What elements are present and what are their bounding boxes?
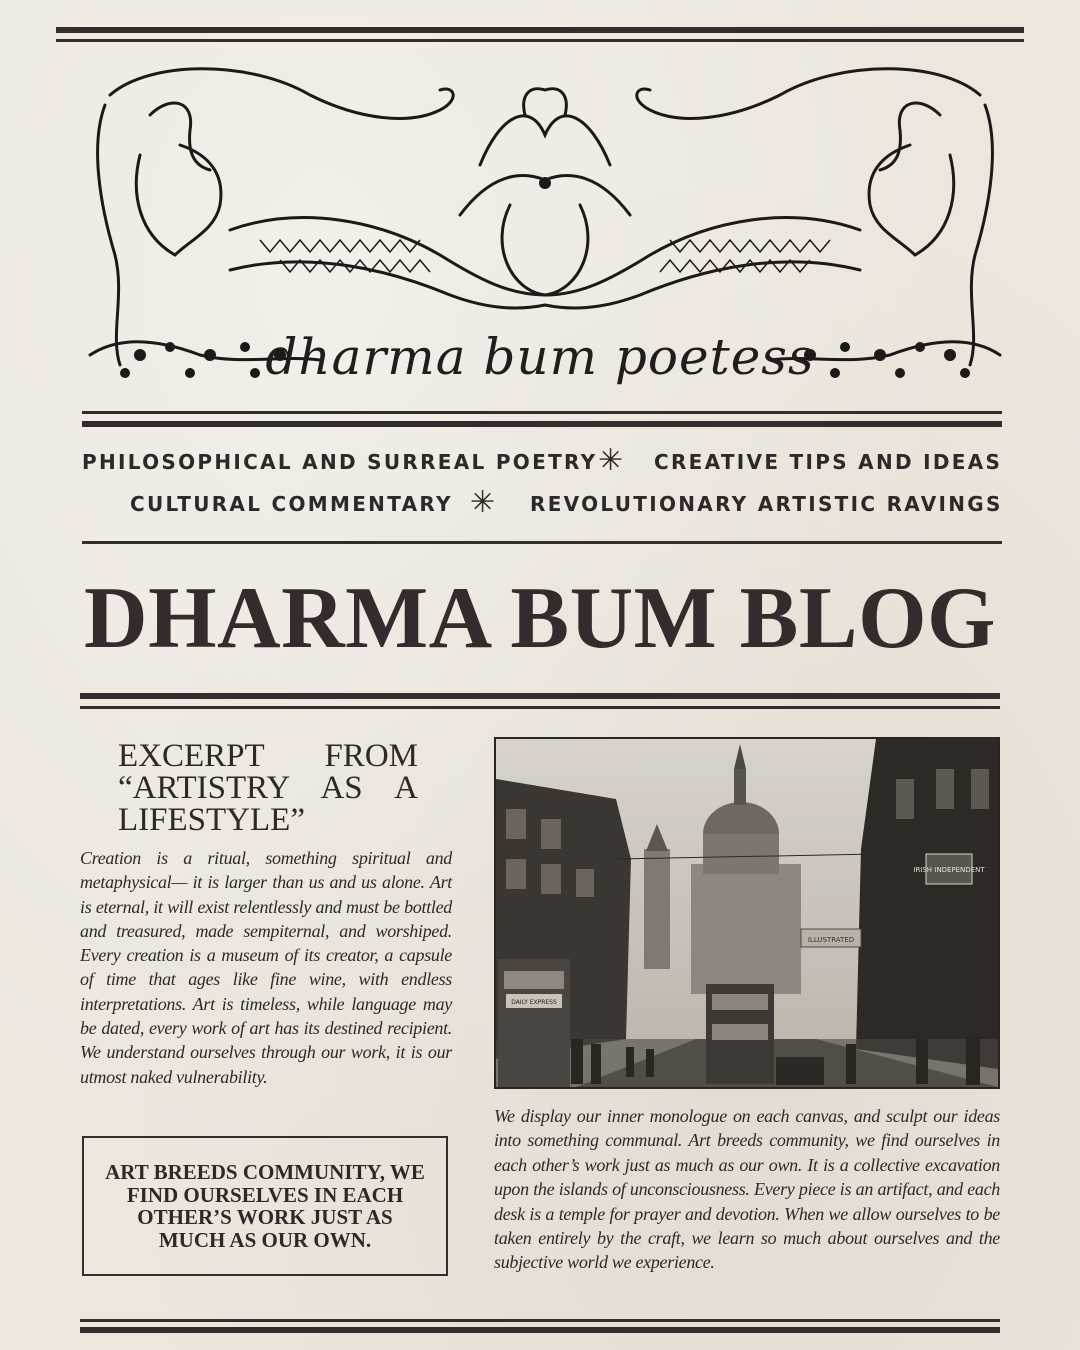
pull-quote-text: ART BREEDS COMMUNITY, WE FIND OURSELVES IN EACH OTHER’S WORK JUST AS MUCH AS OUR OWN. bbox=[105, 1160, 425, 1252]
article-body-right: We display our inner monologue on each canvas, and sculpt our ideas into something communal. Art breeds community, we find ourselves in each other’s work just as much as our own. It is a collective excavation upon the islands of unconsciousness. Every piece is an artifact, and each desk is a temple for prayer and devotion. When we allow ourselves to be taken entirely by the craft, we learn so much about ourselves and the subjective world we experience. bbox=[494, 1106, 1000, 1273]
masthead-rule-thin bbox=[82, 411, 1002, 414]
article-heading: EXCERPT FROM “ARTISTRY AS A LIFESTYLE” bbox=[118, 738, 418, 838]
shop-sign: IRISH INDEPENDENT bbox=[913, 866, 985, 874]
tagline-philosophical-poetry: PHILOSOPHICAL AND SURREAL POETRY bbox=[82, 450, 598, 474]
masthead-rule-thick bbox=[82, 421, 1002, 427]
title-rule-thin bbox=[80, 706, 1000, 709]
bottom-rule-thin bbox=[80, 1319, 1000, 1322]
street-photo-image bbox=[496, 739, 998, 1087]
bottom-rule-thick bbox=[80, 1327, 1000, 1333]
title-rule-thick bbox=[80, 693, 1000, 699]
bus-sign: DAILY EXPRESS bbox=[511, 999, 557, 1006]
pull-quote-box bbox=[82, 1136, 448, 1276]
banner-sign: ILLUSTRATED bbox=[807, 936, 855, 944]
tagline-cultural-commentary: CULTURAL COMMENTARY bbox=[130, 492, 453, 516]
article-body-left: Creation is a ritual, something spiritual and metaphysical— it is larger than us and us alone. Art is eternal, it will exist relentlessly and must be bottled and treasured, made sempiternal, and worshiped. Every creation is a museum of its creator, a capsule of time that ages like fine wine, with endless interpretations. Art is timeless, while language may be dated, every work of art has its destined recipient. We understand ourselves through our work, it is our utmost naked vulnerability. bbox=[80, 848, 452, 1087]
tagline-creative-tips: CREATIVE TIPS AND IDEAS bbox=[654, 450, 1003, 474]
top-rule-thick bbox=[56, 27, 1024, 33]
masthead-title: dharma bum poetess bbox=[265, 328, 815, 386]
tagline-rule bbox=[82, 541, 1002, 544]
street-photo bbox=[494, 737, 1000, 1089]
asterisk-icon: ✳ bbox=[598, 443, 624, 478]
top-rule-thin bbox=[56, 39, 1024, 42]
asterisk-icon: ✳ bbox=[470, 485, 496, 520]
blog-title: DHARMA BUM BLOG bbox=[84, 570, 996, 667]
tagline-revolutionary-ravings: REVOLUTIONARY ARTISTIC RAVINGS bbox=[530, 492, 1003, 516]
